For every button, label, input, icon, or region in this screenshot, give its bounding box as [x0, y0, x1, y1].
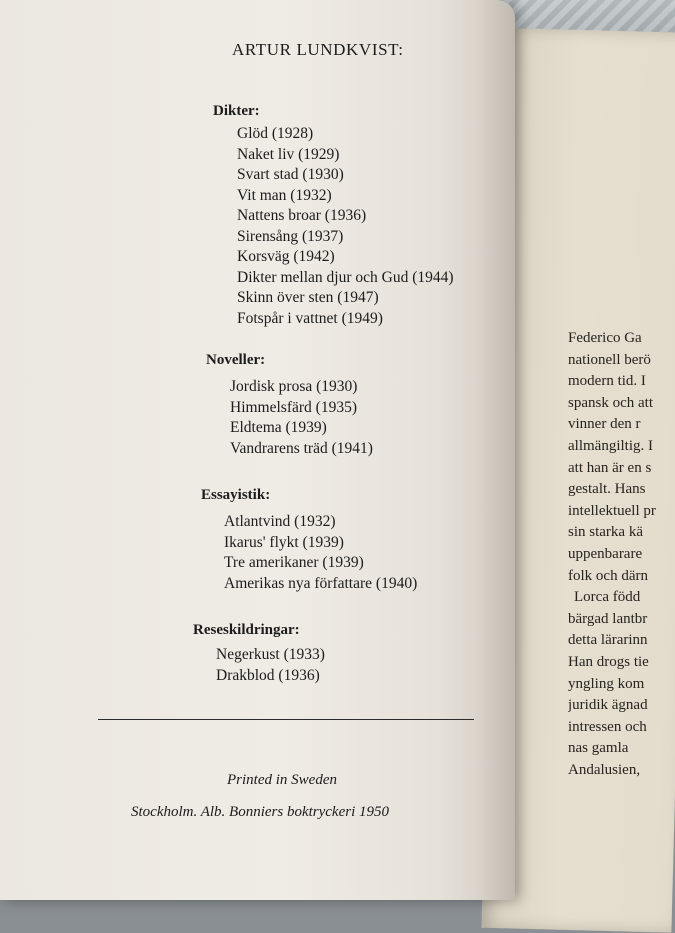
right-line: juridik ägnad — [568, 697, 648, 714]
list-essayistik — [224, 512, 417, 594]
list-item: Naket liv (1929) — [237, 145, 340, 163]
printed-in-note: Printed in Sweden — [227, 772, 337, 788]
right-line: Andalusien, — [568, 761, 641, 778]
right-line: Han drogs tie — [568, 653, 649, 670]
list-item: Glöd (1928) — [237, 125, 314, 142]
right-line: intellektuell pr — [568, 502, 656, 519]
right-line: allmängiltig. I — [568, 437, 653, 454]
right-line: detta lärarinn — [568, 632, 648, 649]
section-heading-dikter: Dikter: — [213, 103, 260, 119]
list-noveller — [230, 377, 373, 459]
right-line: Lorca född — [574, 589, 641, 606]
list-item: Korsväg (1942) — [237, 248, 335, 265]
list-item: Svart stad (1930) — [237, 166, 344, 183]
list-item: Drakblod (1936) — [216, 666, 320, 684]
section-heading-noveller: Noveller: — [206, 352, 266, 368]
list-item: Negerkust (1933) — [216, 646, 325, 663]
right-line: sin starka kä — [568, 524, 643, 541]
right-line: modern tid. I — [568, 373, 646, 390]
right-line: folk och därn — [568, 567, 648, 584]
right-line: yngling kom — [568, 675, 645, 692]
list-item: Sirensång (1937) — [237, 227, 344, 245]
list-item: Fotspår i vattnet (1949) — [237, 309, 383, 327]
right-line: nationell berö — [568, 351, 651, 368]
list-item: Atlantvind (1932) — [224, 513, 336, 530]
right-line: vinner den r — [568, 416, 641, 433]
right-line: spansk och att — [568, 394, 653, 411]
author-heading: ARTUR LUNDKVIST: — [232, 40, 404, 59]
list-item: Dikter mellan djur och Gud (1944) — [237, 268, 454, 286]
right-line: bärgad lantbr — [568, 610, 648, 627]
right-line: gestalt. Hans — [568, 481, 646, 498]
list-item: Himmelsfärd (1935) — [230, 398, 357, 416]
list-dikter — [237, 124, 454, 329]
printer-imprint: Stockholm. Alb. Bonniers boktryckeri 1950 — [131, 804, 390, 820]
divider-rule — [98, 719, 474, 720]
right-line: nas gamla — [568, 740, 629, 757]
list-item: Nattens broar (1936) — [237, 207, 367, 224]
right-line: intressen och — [568, 718, 647, 735]
list-reseskildringar — [216, 645, 325, 686]
list-item: Ikarus' flykt (1939) — [224, 533, 344, 551]
list-item: Vandrarens träd (1941) — [230, 439, 373, 457]
list-item: Tre amerikaner (1939) — [224, 554, 364, 571]
right-page-text — [568, 328, 675, 781]
right-line: uppenbarare — [568, 545, 643, 562]
section-heading-essayistik: Essayistik: — [201, 487, 271, 503]
list-item: Vit man (1932) — [237, 186, 332, 204]
section-heading-reseskildringar: Reseskildringar: — [193, 622, 300, 638]
list-item: Jordisk prosa (1930) — [230, 378, 358, 395]
list-item: Amerikas nya författare (1940) — [224, 574, 418, 592]
list-item: Eldtema (1939) — [230, 419, 327, 436]
list-item: Skinn över sten (1947) — [237, 289, 379, 306]
right-line: Federico Ga — [568, 330, 642, 346]
right-line: att han är en s — [568, 459, 652, 476]
